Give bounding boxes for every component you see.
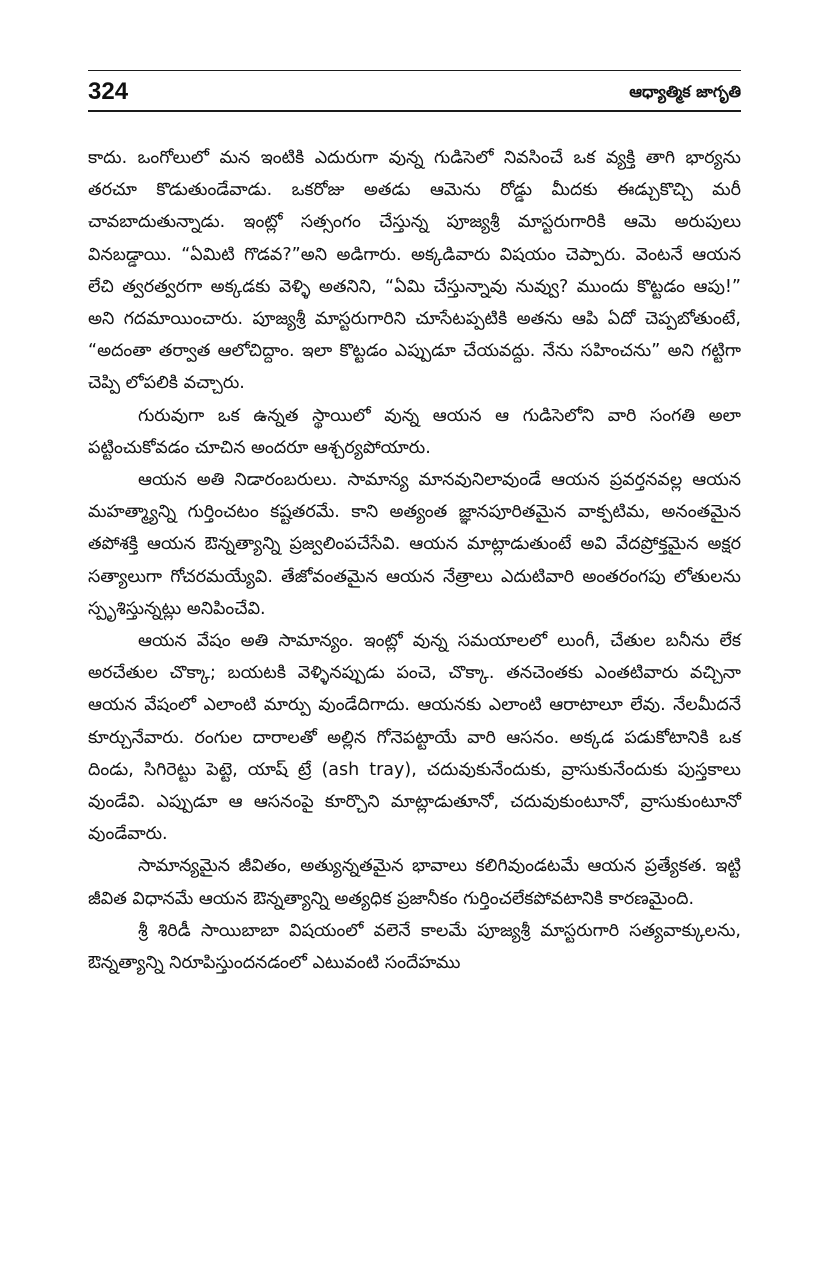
running-title: ఆధ్యాత్మిక జాగృతి <box>629 82 741 101</box>
page-number: 324 <box>88 78 129 105</box>
paragraph: సామాన్యమైన జీవితం, అత్యున్నతమైన భావాలు కలిగివుండటమే ఆయన ప్రత్యేకత. ఇట్టి జీవిత విధానమే ఆయన ఔన్నత్యాన్ని అత్యధిక ప్రజానీకం గుర్తించలేకపోవటానికి కారణమైంది. <box>88 856 741 909</box>
paragraph: ఆయన వేషం అతి సామాన్యం. ఇంట్లో వున్న సమయాలలో లుంగీ, చేతుల బనీను లేక అరచేతుల చొక్కా; బయటకి వెళ్ళినప్పుడు పంచె, చొక్కా. తనచెంతకు ఎంతటివారు వచ్చినా ఆయన వేషంలో ఎలాంటి మార్పు వుండేదిగాదు. ఆయనకు ఎలాంటి ఆరాటాలూ లేవు. నేలమీదనే కూర్చునేవారు. రంగుల దారాలతో అల్లిన గోనెపట్టాయే వారి ఆసనం. అక్కడ పడుకోటానికి ఒక దిండు, సిగిరెట్టు పెట్టె, యాష్ ట్రే (ash tray), చదువుకునేందుకు, వ్రాసుకునేందుకు పుస్తకాలు వుండేవి. ఎప్పుడూ ఆ ఆసనంపై కూర్చొని మాట్లాడుతూనో, చదువుకుంటూనో, వ్రాసుకుంటూనో వుండేవారు. <box>88 631 741 845</box>
paragraph: కాదు. ఒంగోలులో మన ఇంటికి ఎదురుగా వున్న గుడిసెలో నివసించే ఒక వ్యక్తి తాగి భార్యను తరచూ కొడుతుండేవాడు. ఒకరోజు అతడు ఆమెను రోడ్డు మీదకు ఈడ్చుకొచ్చి మరీ చావబాదుతున్నాడు. ఇంట్లో సత్సంగం చేస్తున్న పూజ్యశ్రీ మాస్టరుగారికి ఆమె అరుపులు వినబడ్డాయి. “ఏమిటి గొడవ?”అని అడిగారు. అక్కడివారు విషయం చెప్పారు. వెంటనే ఆయన లేచి త్వరత్వరగా అక్కడకు వెళ్ళి అతనిని, “ఏమి చేస్తున్నావు నువ్వు? ముందు కొట్టడం ఆపు!” అని గదమాయించారు. పూజ్యశ్రీ మాస్టరుగారిని చూసేటప్పటికి అతను ఆపి ఏదో చెప్పబోతుంటే, “అదంతా తర్వాత ఆలోచిద్దాం. ఇలా కొట్టడం ఎప్పుడూ చేయవద్దు. నేను సహించను” అని గట్టిగా చెప్పి లోపలికి వచ్చారు. <box>88 148 741 394</box>
paragraph: ఆయన అతి నిడారంబరులు. సామాన్య మానవునిలావుండే ఆయన ప్రవర్తనవల్ల ఆయన మహత్మ్యాన్ని గుర్తించటం కష్టతరమే. కాని అత్యంత జ్ఞానపూరితమైన వాక్పటిమ, అనంతమైన తపోశక్తి ఆయన ఔన్నత్యాన్ని ప్రజ్వలింపచేసేవి. ఆయన మాట్లాడుతుంటే అవి వేదప్రోక్తమైన అక్షర సత్యాలుగా గోచరమయ్యేవి. తేజోవంతమైన ఆయన నేత్రాలు ఎదుటివారి అంతరంగపు లోతులను స్పృశిస్తున్నట్లు అనిపించేవి. <box>88 470 741 619</box>
paragraph: గురువుగా ఒక ఉన్నత స్థాయిలో వున్న ఆయన ఆ గుడిసెలోని వారి సంగతి అలా పట్టించుకోవడం చూచిన అందరూ ఆశ్చర్యపోయారు. <box>88 405 741 458</box>
paragraph: శ్రీ శిరిడీ సాయిబాబా విషయంలో వలెనే కాలమే పూజ్యశ్రీ మాస్టరుగారి సత్యవాక్కులను, ఔన్నత్యాన్ని నిరూపిస్తుందనడంలో ఎటువంటి సందేహము <box>88 920 741 974</box>
page-header <box>88 74 741 112</box>
page-body <box>88 142 741 979</box>
